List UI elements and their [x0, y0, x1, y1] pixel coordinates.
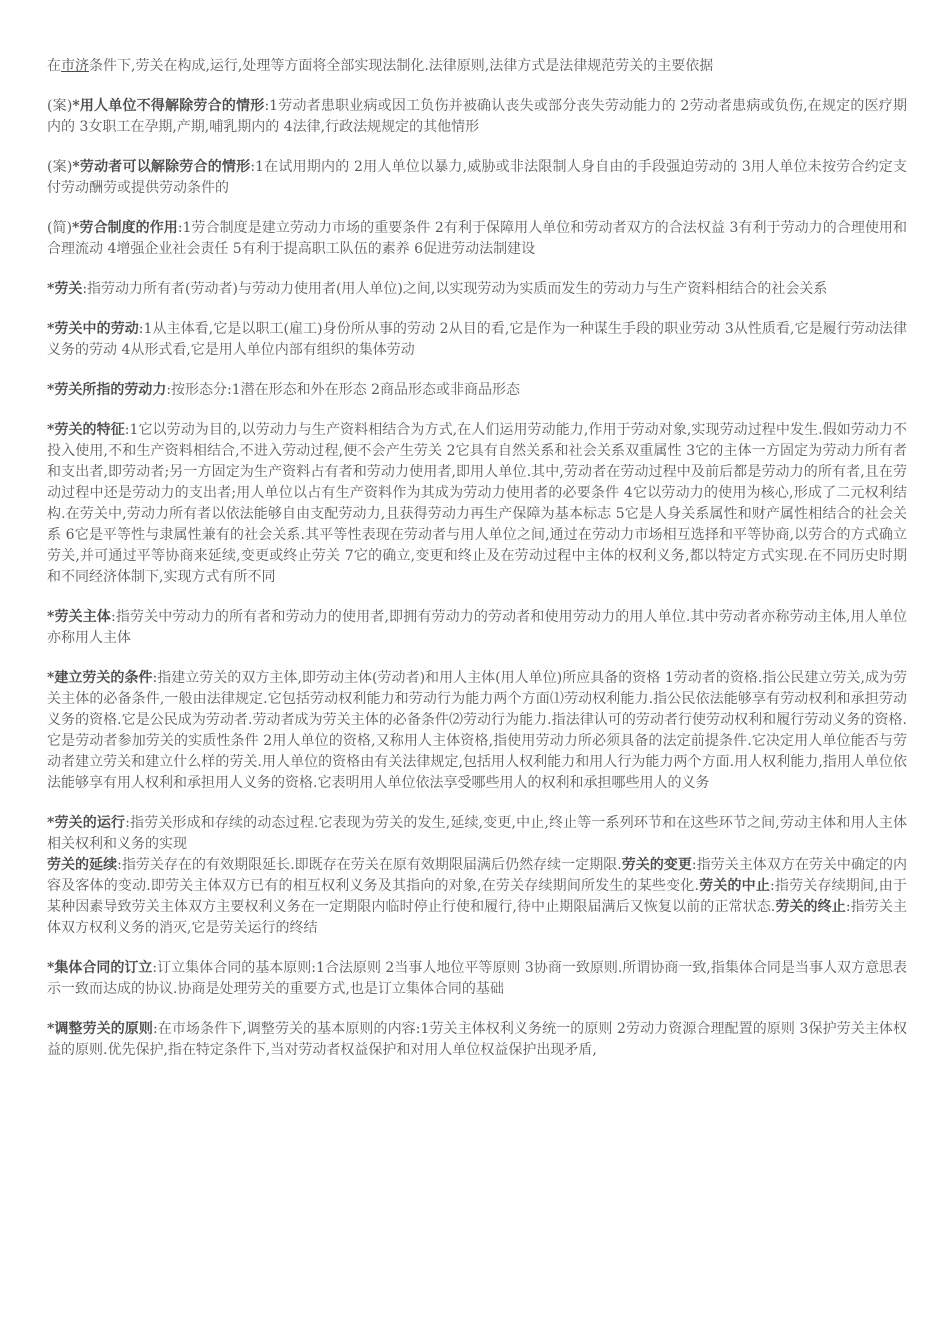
paragraph: [47, 855, 907, 939]
paragraph: [47, 607, 907, 649]
term-heading: *劳合制度的作用: [72, 220, 178, 236]
paragraph-text: :1劳合制度是建立劳动力市场的重要条件 2有利于保障用人单位和劳动者双方的合法权益 3有利于劳动力的合理使用和合理流动 4增强企业社会责任 5有利于提高职工队伍的素养 6促进劳动法制建设: [47, 220, 908, 257]
term-heading: 劳关的延续: [47, 857, 118, 873]
term-heading: *调整劳关的原则: [47, 1021, 153, 1037]
term-heading: 劳关的终止: [775, 899, 846, 915]
paragraph: [47, 813, 907, 855]
document-body: [47, 56, 907, 1080]
term-heading: *劳关主体: [47, 609, 112, 625]
paragraph-text: :指劳关主体双方在劳关中确定的内容及客体的变动.即劳关主体双方已有的相互权利义务及其指向的对象,在劳关存续期间所发生的某些变化.: [47, 857, 908, 894]
paragraph-text: :1它以劳动为目的,以劳动力与生产资料相结合为方式,在人们运用劳动能力,作用于劳动对象,实现劳动过程中发生.假如劳动力不投入使用,不和生产资料相结合,不进入劳动过程,便不会产生劳关 2它具有自然关系和社会关系双重属性 3它的主体一方固定为劳动力所有者和支出者,即劳动者;另一方固定为生产资料占有者和劳动力使用者,即用人单位.其中,劳动者在劳动过程中及前后都是劳动力的所有者,且在劳动过程中还是劳动力的支出者;用人单位以占有生产资料作为其成为劳动力使用者的必要条件 4它以劳动力的使用为核心,形成了二元权利结构.在劳关中,劳动力所有者以依法能够自由支配劳动力,且获得劳动力再生产保障为基本标志 5它是人身关系属性和财产属性相结合的社会关系 6它是平等性与隶属性兼有的社会关系.其平等性表现在劳动者与用人单位之间,通过在劳动力市场相互选择和平等协商,以劳合的方式确立劳关,并可通过平等协商来延续,变更或终止劳关 7它的确立,变更和终止及在劳动过程中主体的权利义务,都以特定方式实现.在不同历史时期和不同经济体制下,实现方式有所不同: [47, 422, 908, 585]
term-heading: *劳关: [47, 281, 83, 297]
term-heading: *集体合同的订立: [47, 960, 153, 976]
term-heading: *劳关的运行: [47, 815, 126, 831]
term-heading: *劳关所指的劳动力: [47, 382, 167, 398]
paragraph: [47, 1019, 907, 1061]
paragraph-text: :指劳关主体双方权利义务的消灭,它是劳关运行的终结: [47, 899, 908, 936]
paragraph-text: :指劳关存在的有效期限延长.即既存在劳关在原有效期限届满后仍然存续一定期限.: [117, 857, 622, 873]
paragraph-text: :按形态分:1潜在形态和外在形态 2商品形态或非商品形态: [166, 382, 521, 398]
paragraph-text: :指劳关形成和存续的动态过程.它表现为劳关的发生,延续,变更,中止,终止等一系列环节和在这些环节之间,劳动主体和用人主体相关权利和义务的实现: [47, 815, 907, 852]
term-heading: 劳关的中止: [698, 878, 770, 894]
term-heading: 劳关的变更: [621, 857, 692, 873]
paragraph-text: (案): [47, 159, 73, 175]
paragraph: [47, 319, 907, 361]
term-heading: *建立劳关的条件: [47, 670, 153, 686]
paragraph: [47, 668, 907, 794]
paragraph-text: :1劳动者患职业病或因工负伤并被确认丧失或部分丧失劳动能力的 2劳动者患病或负伤,在规定的医疗期内的 3女职工在孕期,产期,哺乳期内的 4法律,行政法规规定的其他情形: [47, 98, 907, 135]
paragraph: [47, 279, 907, 300]
term-heading: *用人单位不得解除劳合的情形: [72, 98, 265, 114]
paragraph-text: :1在试用期内的 2用人单位以暴力,威胁或非法限制人身自由的手段强迫劳动的 3用人单位未按劳合约定支付劳动酬劳或提供劳动条件的: [47, 159, 907, 196]
paragraph-text: :指劳关中劳动力的所有者和劳动力的使用者,即拥有劳动力的劳动者和使用劳动力的用人单位.其中劳动者亦称劳动主体,用人单位亦称用人主体: [47, 609, 907, 646]
paragraph-text: :指劳动力所有者(劳动者)与劳动力使用者(用人单位)之间,以实现劳动为实质而发生的劳动力与生产资料相结合的社会关系: [82, 281, 828, 297]
paragraph: [47, 218, 907, 260]
paragraph: [47, 958, 907, 1000]
paragraph-text: :订立集体合同的基本原则:1合法原则 2当事人地位平等原则 3协商一致原则.所谓协商一致,指集体合同是当事人双方意思表示一致而达成的协议.协商是处理劳关的重要方式,也是订立集体合同的基础: [47, 960, 908, 997]
term-heading: *劳关中的劳动: [47, 321, 139, 337]
paragraph-text: :1从主体看,它是以职工(雇工)身份所从事的劳动 2从目的看,它是作为一种谋生手段的职业劳动 3从性质看,它是履行劳动法律义务的劳动 4从形式看,它是用人单位内部有组织的集体劳动: [47, 321, 907, 358]
paragraph-text: 条件下,劳关在构成,运行,处理等方面将全部实现法制化.法律原则,法律方式是法律规范劳关的主要依据: [89, 58, 714, 74]
paragraph-text: 在: [47, 58, 61, 74]
paragraph-text: :指劳关存续期间,由于某种因素导致劳关主体双方主要权利义务在一定期限内临时停止行使和履行,待中止期限届满后又恢复以前的正常状态.: [47, 878, 907, 915]
paragraph: [47, 56, 907, 77]
paragraph-text: (简): [47, 220, 73, 236]
term-heading: *劳关的特征: [47, 422, 125, 438]
paragraph-text: (案): [47, 98, 73, 114]
paragraph: [47, 380, 907, 401]
paragraph-text: :在市场条件下,调整劳关的基本原则的内容:1劳关主体权利义务统一的原则 2劳动力资源合理配置的原则 3保护劳关主体权益的原则.优先保护,指在特定条件下,当对劳动者权益保护和对用人单位权益保护出现矛盾,: [47, 1021, 907, 1058]
underlined-term: 市济: [61, 58, 89, 74]
paragraph: [47, 420, 907, 588]
term-heading: *劳动者可以解除劳合的情形: [72, 159, 251, 175]
paragraph: [47, 96, 907, 138]
paragraph: [47, 157, 907, 199]
paragraph-text: :指建立劳关的双方主体,即劳动主体(劳动者)和用人主体(用人单位)所应具备的资格 1劳动者的资格.指公民建立劳关,成为劳关主体的必备条件,一般由法律规定.它包括劳动权利能力和劳动行为能力两个方面⑴劳动权利能力.指公民依法能够享有劳动权利和承担劳动义务的资格.它是公民成为劳动者.劳动者成为劳关主体的必备条件⑵劳动行为能力.指法律认可的劳动者行使劳动权利和履行劳动义务的资格.它是劳动者参加劳关的实质性条件 2用人单位的资格,又称用人主体资格,指使用劳动力所必须具备的法定前提条件.它决定用人单位能否与劳动者建立劳关和建立什么样的劳关.用人单位的资格由有关法律规定,包括用人权利能力和用人行为能力两个方面.用人权利能力,指用人单位依法能够享有用人权利和承担用人义务的资格.它表明用人单位依法享受哪些用人的权利和承担哪些用人的义务: [47, 670, 907, 791]
